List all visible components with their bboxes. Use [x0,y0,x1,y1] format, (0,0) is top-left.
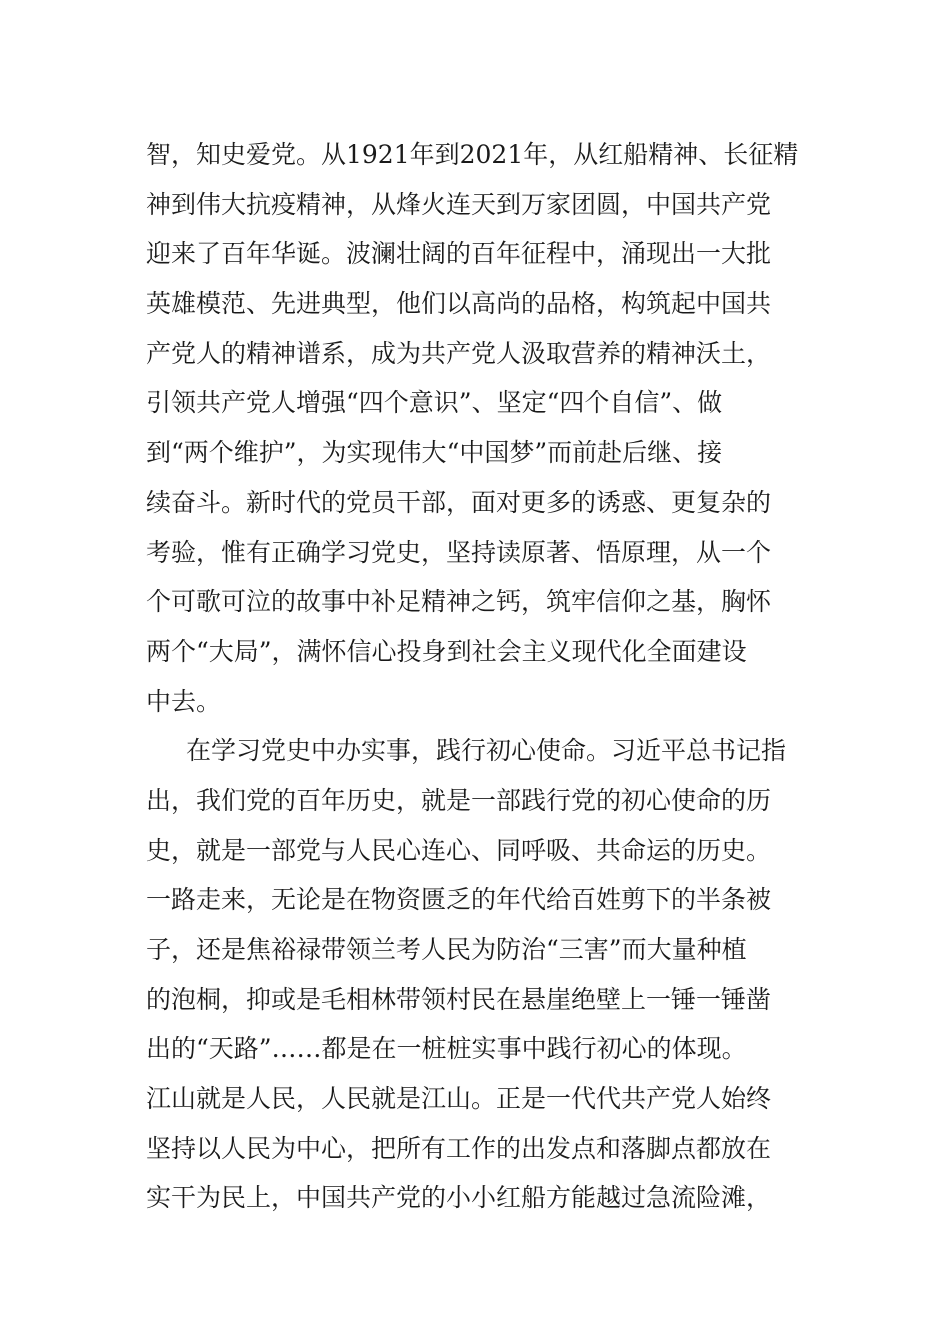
text-line: 实干为民上，中国共产党的小小红船方能越过急流险滩， [146,1183,772,1213]
text-line: 到“两个维护”，为实现伟大“中国梦”而前赴后继、接 [146,438,723,468]
text-line: 迎来了百年华诞。波澜壮阔的百年征程中，涌现出一大批 [146,239,772,269]
text-line: 一路走来，无论是在物资匮乏的年代给百姓剪下的半条被 [146,885,772,915]
text-line: 出的“天路”……都是在一桩桩实事中践行初心的体现。 [146,1034,747,1064]
text-line: 中去。 [146,686,222,716]
text-line: 出，我们党的百年历史，就是一部践行党的初心使命的历 [146,785,772,815]
text-line: 江山就是人民，人民就是江山。正是一代代共产党人始终 [146,1084,772,1114]
text-line: 坚持以人民为中心，把所有工作的出发点和落脚点都放在 [146,1133,772,1163]
text-line: 的泡桐，抑或是毛相林带领村民在悬崖绝壁上一锤一锤凿 [146,984,772,1014]
text-line: 两个“大局”，满怀信心投身到社会主义现代化全面建设 [146,636,747,666]
text-line: 产党人的精神谱系，成为共产党人汲取营养的精神沃土， [146,338,772,368]
text-line: 史，就是一部党与人民心连心、同呼吸、共命运的历史。 [146,835,772,865]
paragraph-2 [146,726,806,1223]
text-line: 在学习党史中办实事，践行初心使命。习近平总书记指 [186,736,787,766]
text-line: 考验，惟有正确学习党史，坚持读原著、悟原理，从一个 [146,537,772,567]
text-line: 英雄模范、先进典型，他们以高尚的品格，构筑起中国共 [146,289,772,319]
text-line: 智，知史爱党。从1921年到2021年，从红船精神、长征精 [146,140,799,169]
text-line: 引领共产党人增强“四个意识”、坚定“四个自信”、做 [146,388,723,418]
text-line: 个可歌可泣的故事中补足精神之钙，筑牢信仰之基，胸怀 [146,587,772,617]
text-line: 续奋斗。新时代的党员干部，面对更多的诱惑、更复杂的 [146,487,772,517]
text-line: 子，还是焦裕禄带领兰考人民为防治“三害”而大量种植 [146,935,747,964]
text-line: 神到伟大抗疫精神，从烽火连天到万家团圆，中国共产党 [146,189,772,219]
document-body [146,130,806,1223]
paragraph-1 [146,130,806,726]
